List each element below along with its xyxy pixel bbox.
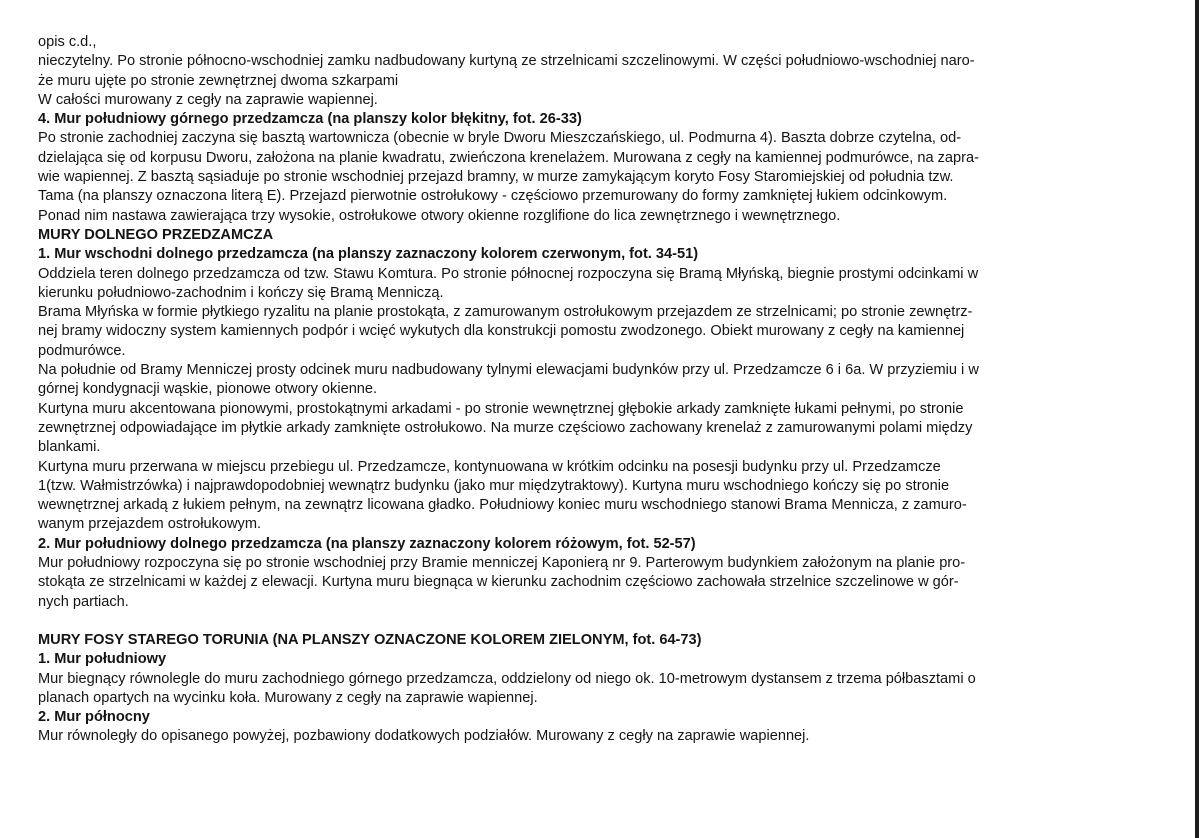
section-heading: MURY DOLNEGO PRZEDZAMCZA bbox=[38, 226, 274, 243]
text-line: Na południe od Bramy Menniczej prosty odcinek muru nadbudowany tylnymi elewacjami budynków przy ul. Przedzamcze 6 i 6a. W przyziemiu i w bbox=[38, 362, 979, 379]
text-line: wanym przejazdem ostrołukowym. bbox=[38, 516, 262, 533]
text-line: Mur południowy rozpoczyna się po stronie wschodniej przy Bramie menniczej Kaponierą nr 9. Parterowym budynkiem założonym na planie pro- bbox=[38, 555, 966, 572]
text-line: Oddziela teren dolnego przedzamcza od tzw. Stawu Komtura. Po stronie północnej rozpoczyna się Bramą Młyńską, biegnie prostymi odcinkami w bbox=[38, 265, 979, 282]
section-heading: 2. Mur północny bbox=[38, 709, 150, 726]
text-line: nych partiach. bbox=[38, 593, 129, 610]
text-line: nej bramy widoczny system kamiennych podpór i wcięć wykutych dla konstrukcji pomostu zwodzonego. Obiekt murowany z cegły na kamiennej bbox=[38, 323, 965, 340]
text-line: 1(tzw. Wałmistrzówka) i najprawdopodobniej wewnątrz budynku (jako mur międzytraktowy). Kurtyna muru wschodniego kończy się po stronie bbox=[38, 477, 950, 494]
text-line: opis c.d., bbox=[38, 34, 97, 50]
scan-edge bbox=[1195, 0, 1199, 838]
text-line: Po stronie zachodniej zaczyna się basztą wartownicza (obecnie w bryle Dworu Mieszczańskiego, ul. Podmurna 4). Baszta dobrze czytelna, od- bbox=[38, 130, 962, 147]
text-line: kierunku południowo-zachodnim i kończy się Bramą Menniczą. bbox=[38, 284, 444, 301]
section-heading: 2. Mur południowy dolnego przedzamcza (na planszy zaznaczony kolorem różowym, fot. 52-57) bbox=[38, 535, 696, 552]
text-line: planach opartych na wycinku koła. Murowany z cegły na zaprawie wapiennej. bbox=[38, 689, 538, 706]
section-heading: MURY FOSY STAREGO TORUNIA (NA PLANSZY OZNACZONE KOLOREM ZIELONYM, fot. 64-73) bbox=[38, 631, 702, 648]
text-line: podmurówce. bbox=[38, 342, 126, 359]
text-line: W całości murowany z cegły na zaprawie wapiennej. bbox=[38, 91, 378, 108]
text-line: zewnętrznej odpowiadające im płytkie arkady zamknięte ostrołukowo. Na murze częściowo zachowany krenelaż z zamurowanymi polami między bbox=[38, 419, 973, 436]
text-line: Kurtyna muru akcentowana pionowymi, prostokątnymi arkadami - po stronie wewnętrznej głębokie arkady zamknięte łukami pełnymi, po stronie bbox=[38, 400, 964, 417]
section-heading: 4. Mur południowy górnego przedzamcza (na planszy kolor błękitny, fot. 26-33) bbox=[38, 111, 582, 128]
text-line: Brama Młyńska w formie płytkiego ryzalitu na planie prostokąta, z zamurowanym ostrołukowym przejazdem ze strzelnicami; po stronie zewnętrz- bbox=[38, 304, 973, 321]
text-line: stokąta ze strzelnicami w każdej z elewacji. Kurtyna muru biegnąca w kierunku zachodnim częściowo zachowała strzelnice szczelinowe w gór- bbox=[38, 574, 959, 591]
text-line: Mur równoległy do opisanego powyżej, pozbawiony dodatkowych podziałów. Murowany z cegły na zaprawie wapiennej. bbox=[38, 728, 810, 745]
text-line: wie wapiennej. Z basztą sąsiaduje po stronie wschodniej przejazd bramny, w murze zamykającym koryto Fosy Staromiejskiej od południa tzw. bbox=[38, 169, 954, 186]
text-line: wewnętrznej arkadą z łukiem pełnym, na zewnątrz licowana gładko. Południowy koniec muru wschodniego stanowi Brama Mennicza, z zamuro- bbox=[38, 497, 967, 514]
section-heading: 1. Mur wschodni dolnego przedzamcza (na planszy zaznaczony kolorem czerwonym, fot. 34-51) bbox=[38, 246, 699, 263]
text-line: Mur biegnący równolegle do muru zachodniego górnego przedzamcza, oddzielony od niego ok. 10-metrowym dystansem z trzema półbasztami o bbox=[38, 670, 976, 687]
text-line: górnej kondygnacji wąskie, pionowe otwory okienne. bbox=[38, 381, 378, 398]
text-line: nieczytelny. Po stronie północno-wschodniej zamku nadbudowany kurtyną ze strzelnicami szczelinowymi. W części południowo-wschodniej naro- bbox=[38, 53, 975, 70]
text-line: Kurtyna muru przerwana w miejscu przebiegu ul. Przedzamcze, kontynuowana w krótkim odcinku na posesji budynku przy ul. Przedzamcze bbox=[38, 458, 941, 475]
section-heading: 1. Mur południowy bbox=[38, 651, 167, 668]
text-line: blankami. bbox=[38, 439, 101, 456]
text-line: Tama (na planszy oznaczona literą E). Przejazd pierwotnie ostrołukowy - częściowo przemurowany do formy zamkniętej łukiem odcinkowym. bbox=[38, 188, 948, 205]
blank-line bbox=[38, 612, 1139, 631]
document-body bbox=[38, 33, 1139, 747]
text-line: Ponad nim nastawa zawierająca trzy wysokie, ostrołukowe otwory okienne rozglifione do lica zewnętrznego i wewnętrznego. bbox=[38, 207, 841, 224]
text-line: że muru ujęte po stronie zewnętrznej dwoma szkarpami bbox=[38, 72, 399, 89]
text-line: dzielająca się od korpusu Dworu, założona na planie kwadratu, zwieńczona krenelażem. Murowana z cegły na kamiennej podmurówce, na zapra- bbox=[38, 149, 979, 166]
